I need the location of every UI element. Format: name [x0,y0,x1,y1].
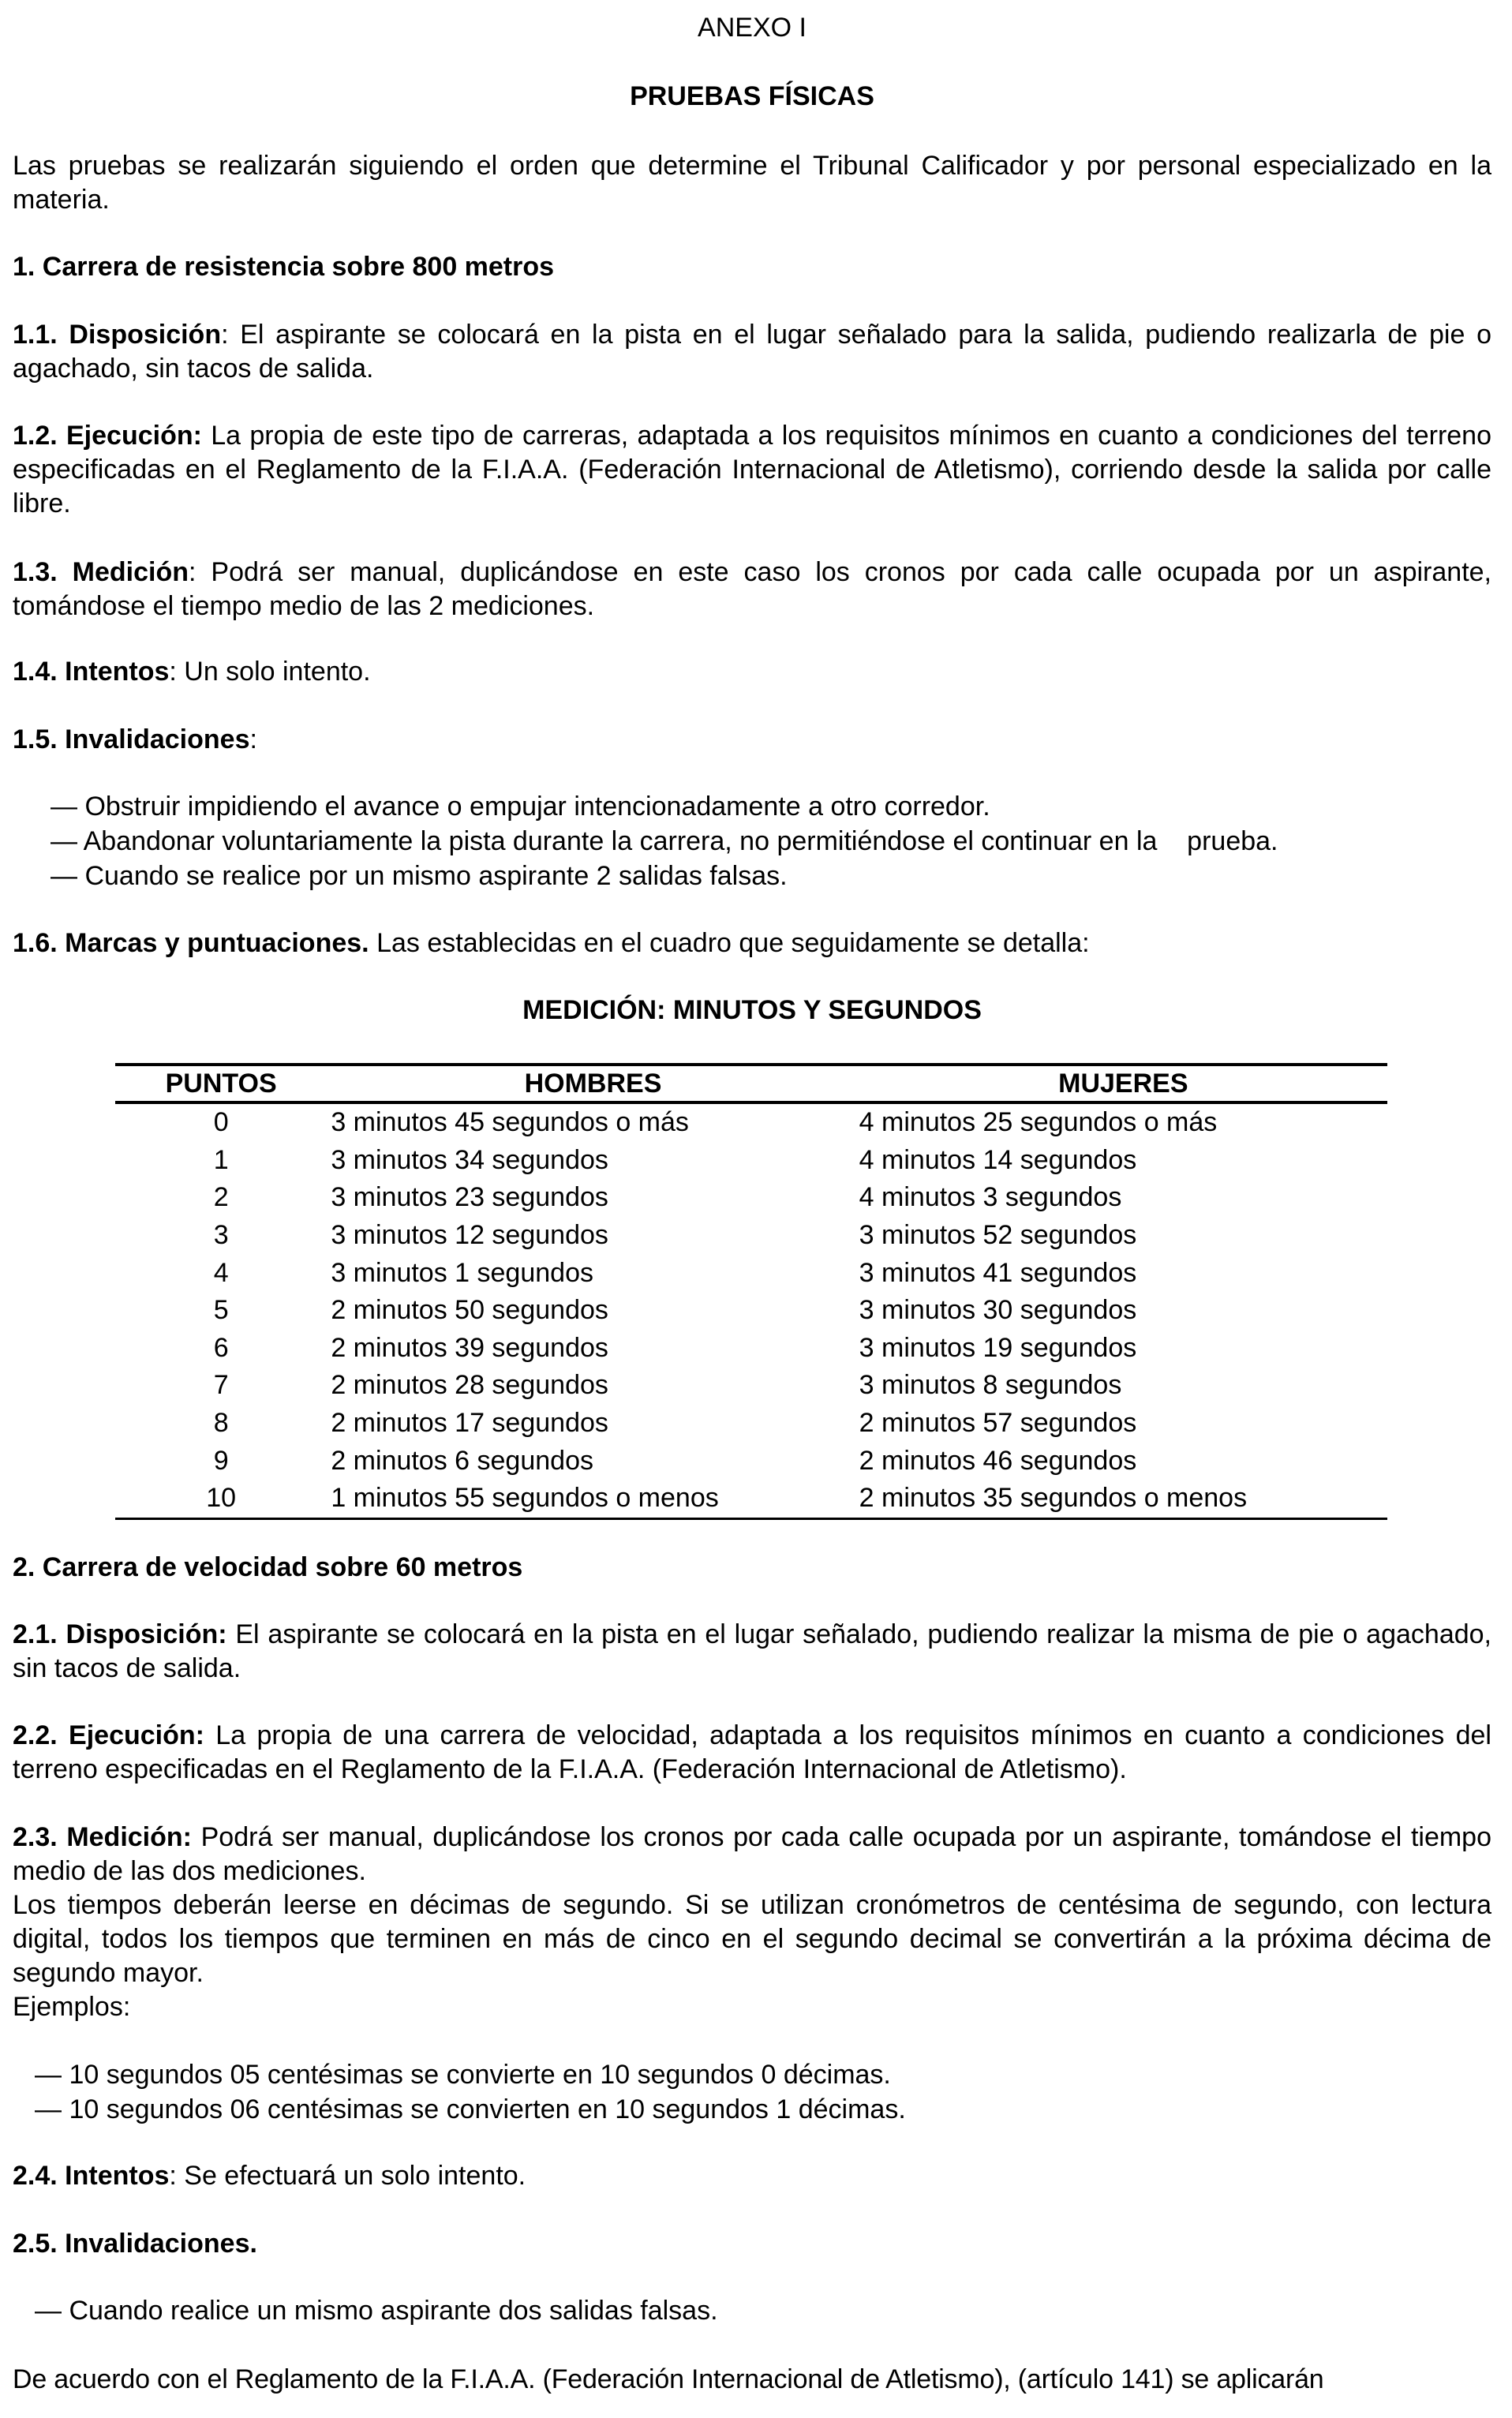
list-item: — Abandonar voluntariamente la pista durante la carrera, no permitiéndose el continuar en la prueba. [51,826,1278,856]
intro-paragraph: Las pruebas se realizarán siguiendo el orden que determine el Tribunal Calificador y por personal especializado en la materia. [13,151,1491,215]
section-1-heading: 1. Carrera de resistencia sobre 800 metros [13,252,555,282]
table-row [115,1179,1387,1217]
paragraph-1-2 [13,419,1491,521]
label: 1.4. Intentos [13,657,170,687]
mujeres-cell: 4 minutos 25 segundos o más [859,1107,1218,1138]
mujeres-cell: 4 minutos 14 segundos [859,1144,1137,1175]
table-row [115,1442,1387,1480]
table-row [115,1142,1387,1180]
paragraph-2-4 [13,2159,1491,2193]
hombres-cell: 2 minutos 17 segundos [331,1408,608,1439]
puntos-cell: 8 [213,1408,229,1439]
hombres-cell: 3 minutos 1 segundos [331,1257,593,1288]
mujeres-cell: 3 minutos 52 segundos [859,1220,1137,1251]
col-header-hombres: HOMBRES [524,1068,662,1099]
puntos-cell: 9 [213,1445,229,1476]
table-row [115,1480,1387,1518]
label: 1.3. Medición [13,557,189,587]
puntos-cell: 7 [213,1370,229,1401]
text: La propia de este tipo de carreras, adaptada a los requisitos mínimos en cuanto a condiciones del terreno especificadas en el Reglamento de la F.I.A.A. (Federación Internacional de Atletismo), corriendo desde la salida por calle libre. [13,421,1491,518]
paragraph-2-1 [13,1618,1491,1686]
annex-label: ANEXO I [698,13,807,43]
col-header-puntos: PUNTOS [165,1068,277,1099]
mujeres-cell: 3 minutos 30 segundos [859,1295,1137,1326]
paragraph-2-5: 2.5. Invalidaciones. [13,2229,257,2259]
puntos-cell: 1 [213,1144,229,1175]
paragraph-2-2 [13,1719,1491,1787]
mujeres-cell: 3 minutos 41 segundos [859,1257,1137,1288]
mujeres-cell: 2 minutos 46 segundos [859,1445,1137,1476]
examples-list [35,2058,1455,2128]
text: Ejemplos: [13,1992,131,2022]
invalidation-list-2 [35,2294,1455,2329]
text: : Se efectuará un solo intento. [169,2161,526,2191]
hombres-cell: 2 minutos 6 segundos [331,1445,593,1476]
text: Las establecidas en el cuadro que seguidamente se detalla: [369,928,1090,958]
table-row [115,1330,1387,1368]
table-row [115,1102,1387,1142]
text: Podrá ser manual, duplicándose los cronos por cada calle ocupada por un aspirante, tomándose el tiempo medio de las dos mediciones. [13,1822,1491,1886]
hombres-cell: 2 minutos 28 segundos [331,1370,608,1401]
hombres-cell: 2 minutos 50 segundos [331,1295,608,1326]
hombres-cell: 3 minutos 12 segundos [331,1220,608,1251]
label: 1.6. Marcas y puntuaciones. [13,928,369,958]
table-row [115,1367,1387,1405]
text: : [249,724,257,754]
list-item: — Obstruir impidiendo el avance o empujar intencionadamente a otro corredor. [51,792,990,822]
label: 1.2. Ejecución: [13,421,202,451]
table-title: MEDICIÓN: MINUTOS Y SEGUNDOS [522,995,982,1025]
mujeres-cell: 4 minutos 3 segundos [859,1182,1122,1213]
puntos-cell: 5 [213,1295,229,1326]
text: : El aspirante se colocará en la pista en el lugar señalado para la salida, pudiendo realizarla de pie o agachado, sin tacos de salida. [13,320,1491,384]
page-title: PRUEBAS FÍSICAS [630,81,874,111]
col-header-mujeres: MUJERES [1058,1068,1188,1099]
hombres-cell: 3 minutos 45 segundos o más [331,1107,689,1138]
mujeres-cell: 3 minutos 19 segundos [859,1332,1137,1363]
paragraph-1-6 [13,926,1491,960]
mujeres-cell: 2 minutos 35 segundos o menos [859,1483,1248,1514]
paragraph-1-5 [13,723,1491,757]
label: 1.5. Invalidaciones [13,724,250,754]
label: 2.3. Medición: [13,1822,192,1852]
puntos-cell: 6 [213,1332,229,1363]
text: Los tiempos deberán leerse en décimas de segundo. Si se utilizan cronómetros de centésima de segundo, con lectura digital, todos los tiempos que terminen en más de cinco en el segundo decimal se convertirán a la próxima décima de segundo mayor. [13,1890,1491,1988]
paragraph-1-4 [13,655,1491,689]
table-row [115,1405,1387,1443]
puntos-cell: 10 [206,1483,237,1514]
paragraph-1-3 [13,556,1491,623]
paragraph-2-3 [13,1821,1491,2024]
label: 2.1. Disposición: [13,1619,227,1649]
text: : Un solo intento. [169,657,371,687]
puntos-cell: 0 [213,1107,229,1138]
label: 1.1. Disposición [13,320,222,350]
list-item: — Cuando realice un mismo aspirante dos salidas falsas. [35,2296,718,2326]
puntos-cell: 3 [213,1220,229,1251]
text: El aspirante se colocará en la pista en el lugar señalado, pudiendo realizar la misma de pie o agachado, sin tacos de salida. [13,1619,1491,1683]
list-item: — 10 segundos 06 centésimas se convierten en 10 segundos 1 décimas. [35,2094,906,2124]
invalidation-list [51,790,1471,894]
final-paragraph: De acuerdo con el Reglamento de la F.I.A.A. (Federación Internacional de Atletismo), (artículo 141) se aplicarán [13,2364,1324,2394]
puntos-cell: 2 [213,1182,229,1213]
label: 2.2. Ejecución: [13,1720,204,1750]
hombres-cell: 3 minutos 23 segundos [331,1182,608,1213]
list-item: — 10 segundos 05 centésimas se convierte en 10 segundos 0 décimas. [35,2060,891,2090]
table-row [115,1254,1387,1292]
table-row [115,1217,1387,1255]
table-row [115,1292,1387,1330]
scores-table [115,1063,1387,1520]
mujeres-cell: 2 minutos 57 segundos [859,1408,1137,1439]
text: La propia de una carrera de velocidad, adaptada a los requisitos mínimos en cuanto a condiciones del terreno especificadas en el Reglamento de la F.I.A.A. (Federación Internacional de Atletismo). [13,1720,1491,1784]
hombres-cell: 2 minutos 39 segundos [331,1332,608,1363]
puntos-cell: 4 [213,1257,229,1288]
table-header-row [115,1065,1387,1102]
label: 2.4. Intentos [13,2161,170,2191]
paragraph-1-1 [13,318,1491,386]
hombres-cell: 3 minutos 34 segundos [331,1144,608,1175]
hombres-cell: 1 minutos 55 segundos o menos [331,1483,719,1514]
list-item: — Cuando se realice por un mismo aspirante 2 salidas falsas. [51,861,788,891]
text: : Podrá ser manual, duplicándose en este caso los cronos por cada calle ocupada por un aspirante, tomándose el tiempo medio de las 2 mediciones. [13,557,1491,621]
section-2-heading: 2. Carrera de velocidad sobre 60 metros [13,1552,523,1582]
mujeres-cell: 3 minutos 8 segundos [859,1370,1122,1401]
